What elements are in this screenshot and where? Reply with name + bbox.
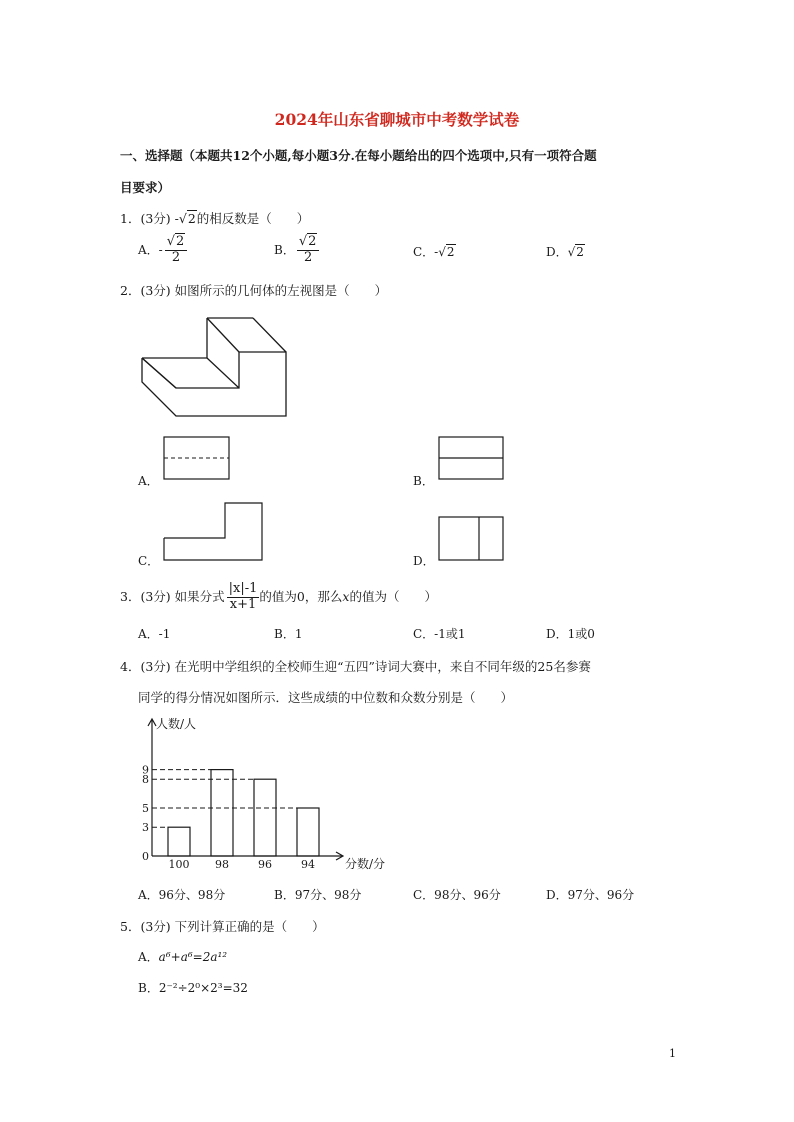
q3-option-d[interactable]: D．1或0 bbox=[546, 627, 595, 641]
chart-bar-100 bbox=[168, 827, 190, 856]
q1-prefix: 1．(3分) - bbox=[120, 211, 179, 226]
chart-bar-96 bbox=[254, 779, 276, 856]
q1-option-a[interactable]: A．- $\frac{√2}{2}$ bbox=[138, 235, 187, 266]
q4-option-c[interactable]: C．98分、96分 bbox=[413, 888, 501, 902]
chart-x-tick-96: 96 bbox=[258, 858, 272, 871]
q3-option-b[interactable]: B．1 bbox=[274, 627, 303, 641]
q3-option-c[interactable]: C．-1或1 bbox=[413, 627, 466, 641]
question-4-line1: 4．(3分) 在光明中学组织的全校师生迎“五四”诗词大赛中，来自不同年级的25名参赛 bbox=[120, 659, 591, 674]
q2-option-b[interactable]: B． bbox=[413, 474, 434, 488]
chart-origin-label: 0 bbox=[142, 850, 149, 863]
chart-bar-94 bbox=[297, 808, 319, 856]
q5-option-b[interactable]: B．2⁻²÷2⁰×2³=32 bbox=[138, 981, 248, 995]
q3-option-a[interactable]: A．-1 bbox=[138, 627, 171, 641]
q1-option-b[interactable]: B． $\frac{√2}{2}$ bbox=[274, 235, 319, 266]
q1-suffix: 的相反数是（ ） bbox=[196, 211, 310, 226]
chart-x-tick-100: 100 bbox=[168, 858, 190, 871]
chart-y-tick-5: 5 bbox=[142, 802, 149, 815]
q4-option-b[interactable]: B．97分、98分 bbox=[274, 888, 362, 902]
q5-option-a[interactable]: A．a⁶+a⁶=2a¹² bbox=[138, 950, 228, 964]
chart-y-tick-3: 3 bbox=[142, 821, 149, 835]
question-2: 2．(3分) 如图所示的几何体的左视图是（ ） bbox=[120, 283, 388, 298]
section-header-line2: 目要求） bbox=[120, 180, 171, 195]
page-title: 2024年山东省聊城市中考数学试卷 bbox=[274, 110, 520, 129]
chart-y-tick-9: 9 bbox=[142, 763, 149, 777]
chart-y-axis-label: 人数/人 bbox=[156, 717, 197, 731]
section-header-line1: 一、选择题（本题共12个小题,每小题3分.在每小题给出的四个选项中,只有一项符合题 bbox=[120, 148, 597, 163]
chart-bar-98 bbox=[211, 770, 233, 856]
q1-option-d[interactable]: D．√2 bbox=[546, 245, 584, 259]
question-3: 3．(3分) 如果分式 $\frac{|x|-1}{x+1}$ 的值为0，那么x的值为（ ） bbox=[120, 581, 437, 612]
q3-fraction: $\frac{|x|-1}{x+1}$ bbox=[228, 581, 258, 612]
page-number: 1 bbox=[669, 1047, 676, 1060]
q4-option-a[interactable]: A．96分、98分 bbox=[138, 888, 226, 902]
question-5: 5．(3分) 下列计算正确的是（ ） bbox=[120, 919, 325, 934]
chart-x-tick-94: 94 bbox=[301, 858, 315, 871]
chart-x-axis-label: 分数/分 bbox=[345, 857, 386, 871]
q2-option-d[interactable]: D． bbox=[413, 554, 435, 568]
q2-option-a[interactable]: A． bbox=[138, 474, 159, 488]
q4-option-d[interactable]: D．97分、96分 bbox=[546, 888, 635, 902]
q1-sqrt: √2 bbox=[178, 211, 196, 226]
q1-option-c[interactable]: C．-√2 bbox=[413, 245, 455, 259]
q2-option-c[interactable]: C． bbox=[138, 554, 160, 568]
chart-x-tick-98: 98 bbox=[215, 858, 229, 871]
question-4-line2: 同学的得分情况如图所示．这些成绩的中位数和众数分别是（ ） bbox=[138, 690, 514, 705]
chart-y-tick-8: 8 bbox=[142, 773, 149, 787]
